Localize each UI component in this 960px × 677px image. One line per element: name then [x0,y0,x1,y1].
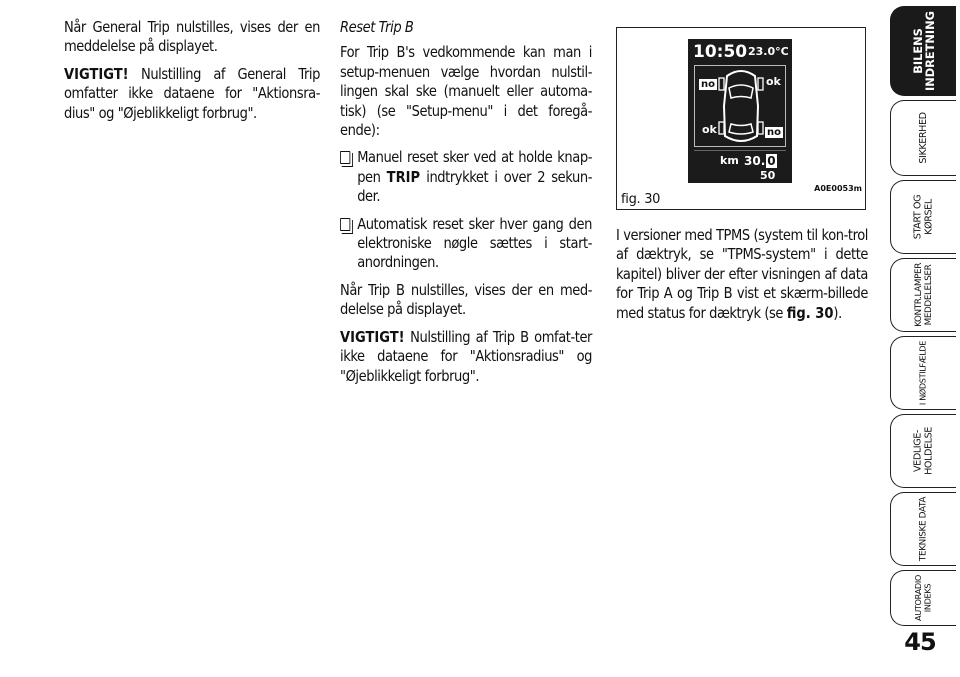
paragraph-important-general-trip [64,65,320,123]
figure-30-tpms-display [616,27,866,210]
paragraph-trip-b-reset-message: Når Trip B nulstilles, vises der en med-delelse på displayet. [340,280,592,319]
tab-label: BILENS INDRETNING [910,11,937,91]
odometer-value [744,154,777,168]
important-label: VIGTIGT! [64,64,129,83]
display-screen [688,39,792,183]
display-divider [694,150,786,151]
figure-label: fig. 30 [621,192,661,207]
important-text: Nulstilling af General Trip omfatter ikke dataene for "Aktionsra-dius" og "Øjeblikkeligt forbrug". [64,64,320,122]
tab-start-og-korsel[interactable] [890,180,956,254]
tire-status-panel [694,65,786,147]
bullet-manual-reset [340,148,592,206]
tab-sikkerhed[interactable] [890,100,956,176]
tab-label: SIKKERHED [917,112,929,164]
odometer-digits: 30. [744,154,766,168]
tire-front-right-status: ok [766,75,781,88]
tab-vedligeholdelse[interactable] [890,414,956,488]
tire-front-left-status: no [701,79,715,90]
tab-autoradio-indeks[interactable] [890,570,956,626]
paragraph-tpms-versions [616,226,868,323]
tpms-text-b: ). [833,303,842,322]
important-label: VIGTIGT! [340,327,405,346]
checkbox-bullet-icon [340,151,350,164]
bullet-text-a: Manuel reset sker ved at holde knap-pen [357,148,592,186]
tire-rear-right-status: no [767,127,781,138]
tab-label: TEKNISKE DATA [917,496,928,562]
display-clock: 10:50 [693,42,748,62]
tab-tekniske-data[interactable] [890,492,956,566]
tire-rear-left-status: ok [702,123,717,136]
tab-label: VEDLIGE- HOLDELSE [912,427,934,475]
paragraph-important-trip-b [340,328,592,386]
odometer-unit: km [720,154,739,167]
figure-code: A0E0053m [814,184,862,193]
paragraph-general-trip-reset: Når General Trip nulstilles, vises der en meddelelse på displayet. [64,18,320,56]
important-text: Nulstilling af Trip B omfat-ter ikke dataene for "Aktionsradius" og "Øjeblikkeligt forbrug". [340,327,592,385]
tab-kontrollamper-meddelelser[interactable] [890,258,956,332]
chapter-tabs [886,0,960,677]
tab-label: AUTORADIO INDEKS [913,574,933,622]
paragraph-trip-b-setup: For Trip B's vedkommende kan man i setup-menuen vælge hvordan nulstil-lingen skal ske (manuelt eller automa-tisk) (se "Setup-menu" i det foregå-ende): [340,43,592,140]
text-column-3 [616,226,868,331]
odometer-last-digit: 0 [767,154,776,168]
bullet-automatic-reset [340,215,592,273]
display-temperature: 23.0°C [748,45,789,58]
tab-label: KONTR.LAMPER MEDDELELSER [912,263,933,327]
bullet-text-b: indtrykket i over 2 sekun-der. [357,167,592,206]
display-bottom-value: 50 [760,169,776,182]
section-heading-reset-trip-b: Reset Trip B [340,18,414,36]
text-column-1 [64,18,320,131]
figure-reference: fig. 30 [786,303,834,322]
checkbox-bullet-icon [340,218,350,231]
tpms-text-a: I versioner med TPMS (system til kon-trol af dæktryk, se "TPMS-system" i dette kapitel) bliver der efter visningen af data for Trip A og Trip B vist et skærm-billede med status for dæktryk (se [616,226,868,322]
text-column-2 [340,18,592,394]
bullet-text: Automatisk reset sker hver gang den elektroniske nøgle sættes i start-anordningen. [357,214,592,272]
trip-button-label: TRIP [386,167,421,186]
tab-bilens-indretning[interactable] [890,6,956,96]
tab-label: I NØDSTILFÆLDE [918,340,928,406]
tab-label: START OG KØRSEL [912,194,934,240]
page-number: 45 [904,628,936,656]
tab-i-nodstilfaelde[interactable] [890,336,956,410]
